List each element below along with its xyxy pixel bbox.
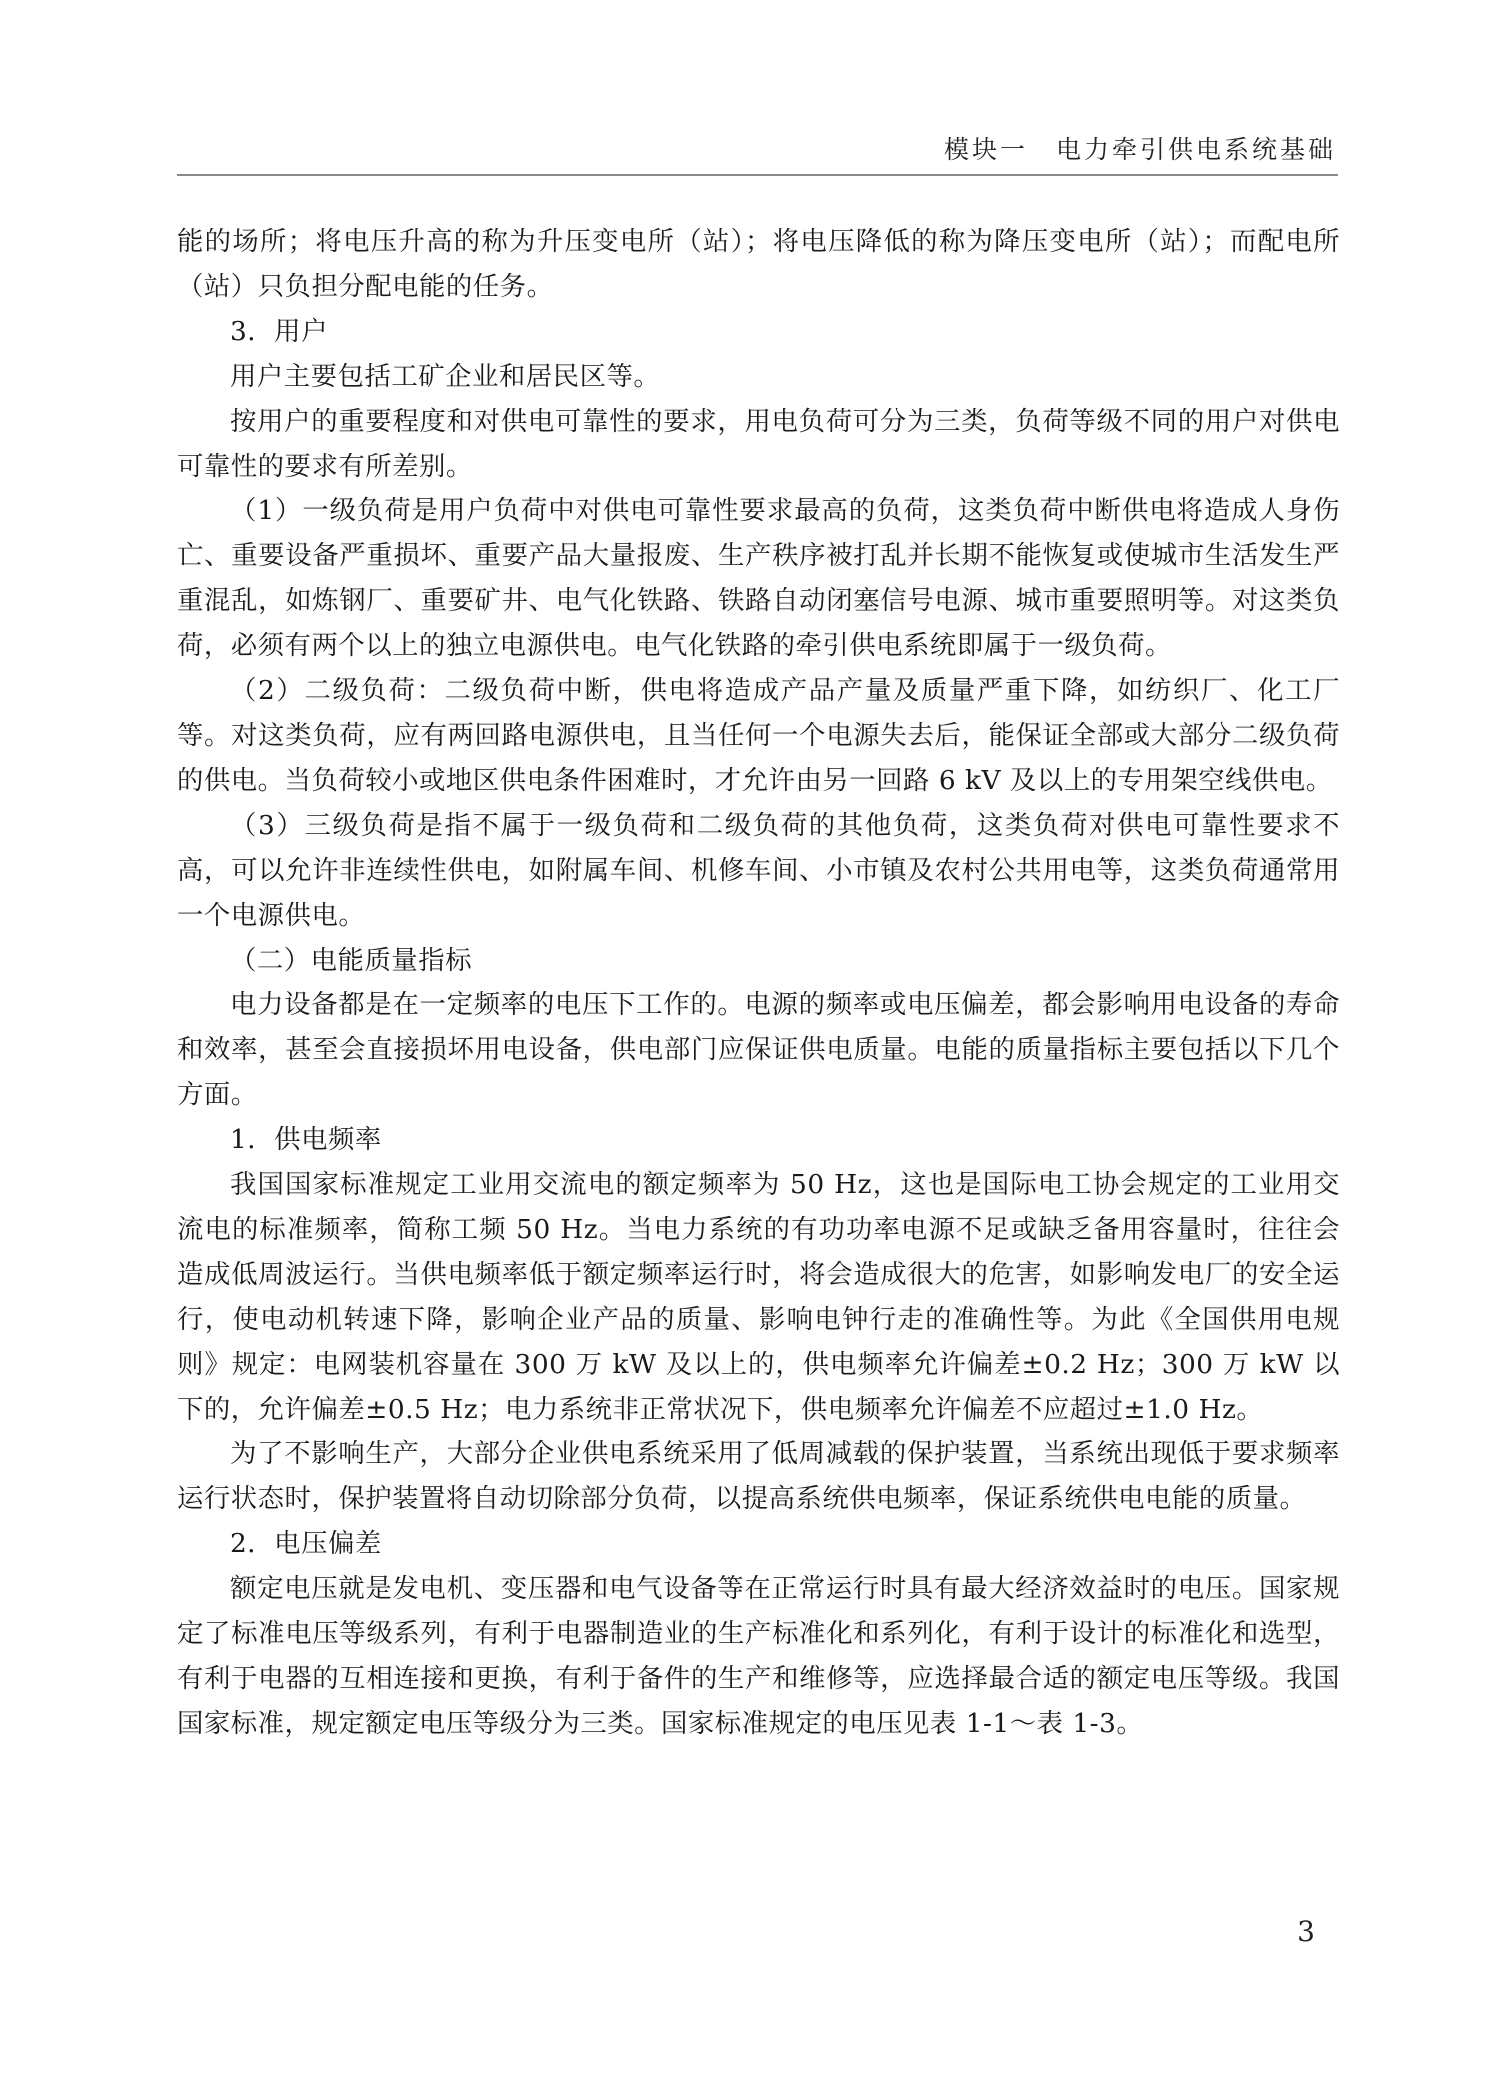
paragraph: 用户主要包括工矿企业和居民区等。 (230, 360, 661, 392)
paragraph: 电力设备都是在一定频率的电压下工作的。电源的频率或电压偏差，都会影响用电设备的寿命和效率，甚至会直接损坏用电设备，供电部门应保证供电质量。电能的质量指标主要包括以下几个方面。 (177, 989, 1340, 1111)
paragraph: 我国国家标准规定工业用交流电的额定频率为 50 Hz，这也是国际电工协会规定的工业用交流电的标准频率，简称工频 50 Hz。当电力系统的有功功率电源不足或缺乏备用容量时，往往会造成低周波运行。当供电频率低于额定频率运行时，将会造成很大的危害，如影响发电厂的安全运行，使电动机转速下降，影响企业产品的质量、影响电钟行走的准确性等。为此《全国供用电规则》规定：电网装机容量在 300 万 kW 及以上的，供电频率允许偏差±0.2 Hz；300 万 kW 以下的，允许偏差±0.5 Hz；电力系统非正常状况下，供电频率允许偏差不应超过±1.0 Hz。 (177, 1169, 1340, 1425)
body-text (177, 220, 1340, 1747)
paragraph: 额定电压就是发电机、变压器和电气设备等在正常运行时具有最大经济效益时的电压。国家规定了标准电压等级系列，有利于电器制造业的生产标准化和系列化，有利于设计的标准化和选型，有利于电器的互相连接和更换，有利于备件的生产和维修等，应选择最合适的额定电压等级。我国国家标准，规定额定电压等级分为三类。国家标准规定的电压见表 1-1～表 1-3。 (177, 1573, 1340, 1739)
running-header (177, 124, 1338, 176)
header-title: 模块一 电力牵引供电系统基础 (943, 135, 1336, 164)
paragraph: 按用户的重要程度和对供电可靠性的要求，用电负荷可分为三类，负荷等级不同的用户对供电可靠性的要求有所差别。 (177, 405, 1340, 482)
section-heading: （二）电能质量指标 (230, 944, 473, 976)
paragraph: （3）三级负荷是指不属于一级负荷和二级负荷的其他负荷，这类负荷对供电可靠性要求不高，可以允许非连续性供电，如附属车间、机修车间、小市镇及农村公共用电等，这类负荷通常用一个电源供电。 (177, 809, 1340, 931)
section-heading: 3．用户 (230, 315, 328, 347)
paragraph: （1）一级负荷是用户负荷中对供电可靠性要求最高的负荷，这类负荷中断供电将造成人身伤亡、重要设备严重损坏、重要产品大量报废、生产秩序被打乱并长期不能恢复或使城市生活发生严重混乱，如炼钢厂、重要矿井、电气化铁路、铁路自动闭塞信号电源、城市重要照明等。对这类负荷，必须有两个以上的独立电源供电。电气化铁路的牵引供电系统即属于一级负荷。 (177, 495, 1340, 662)
paragraph: （2）二级负荷：二级负荷中断，供电将造成产品产量及质量严重下降，如纺织厂、化工厂等。对这类负荷，应有两回路电源供电，且当任何一个电源失去后，能保证全部或大部分二级负荷的供电。当负荷较小或地区供电条件困难时，才允许由另一回路 6 kV 及以上的专用架空线供电。 (177, 675, 1340, 796)
section-heading: 1．供电频率 (230, 1124, 382, 1156)
paragraph: 为了不影响生产，大部分企业供电系统采用了低周减载的保护装置，当系统出现低于要求频率运行状态时，保护装置将自动切除部分负荷，以提高系统供电频率，保证系统供电电能的质量。 (177, 1438, 1340, 1515)
section-heading: 2．电压偏差 (230, 1528, 382, 1560)
page-number: 3 (1297, 1915, 1315, 1948)
paragraph: 能的场所；将电压升高的称为升压变电所（站）；将电压降低的称为降压变电所（站）；而配电所（站）只负担分配电能的任务。 (177, 226, 1340, 302)
